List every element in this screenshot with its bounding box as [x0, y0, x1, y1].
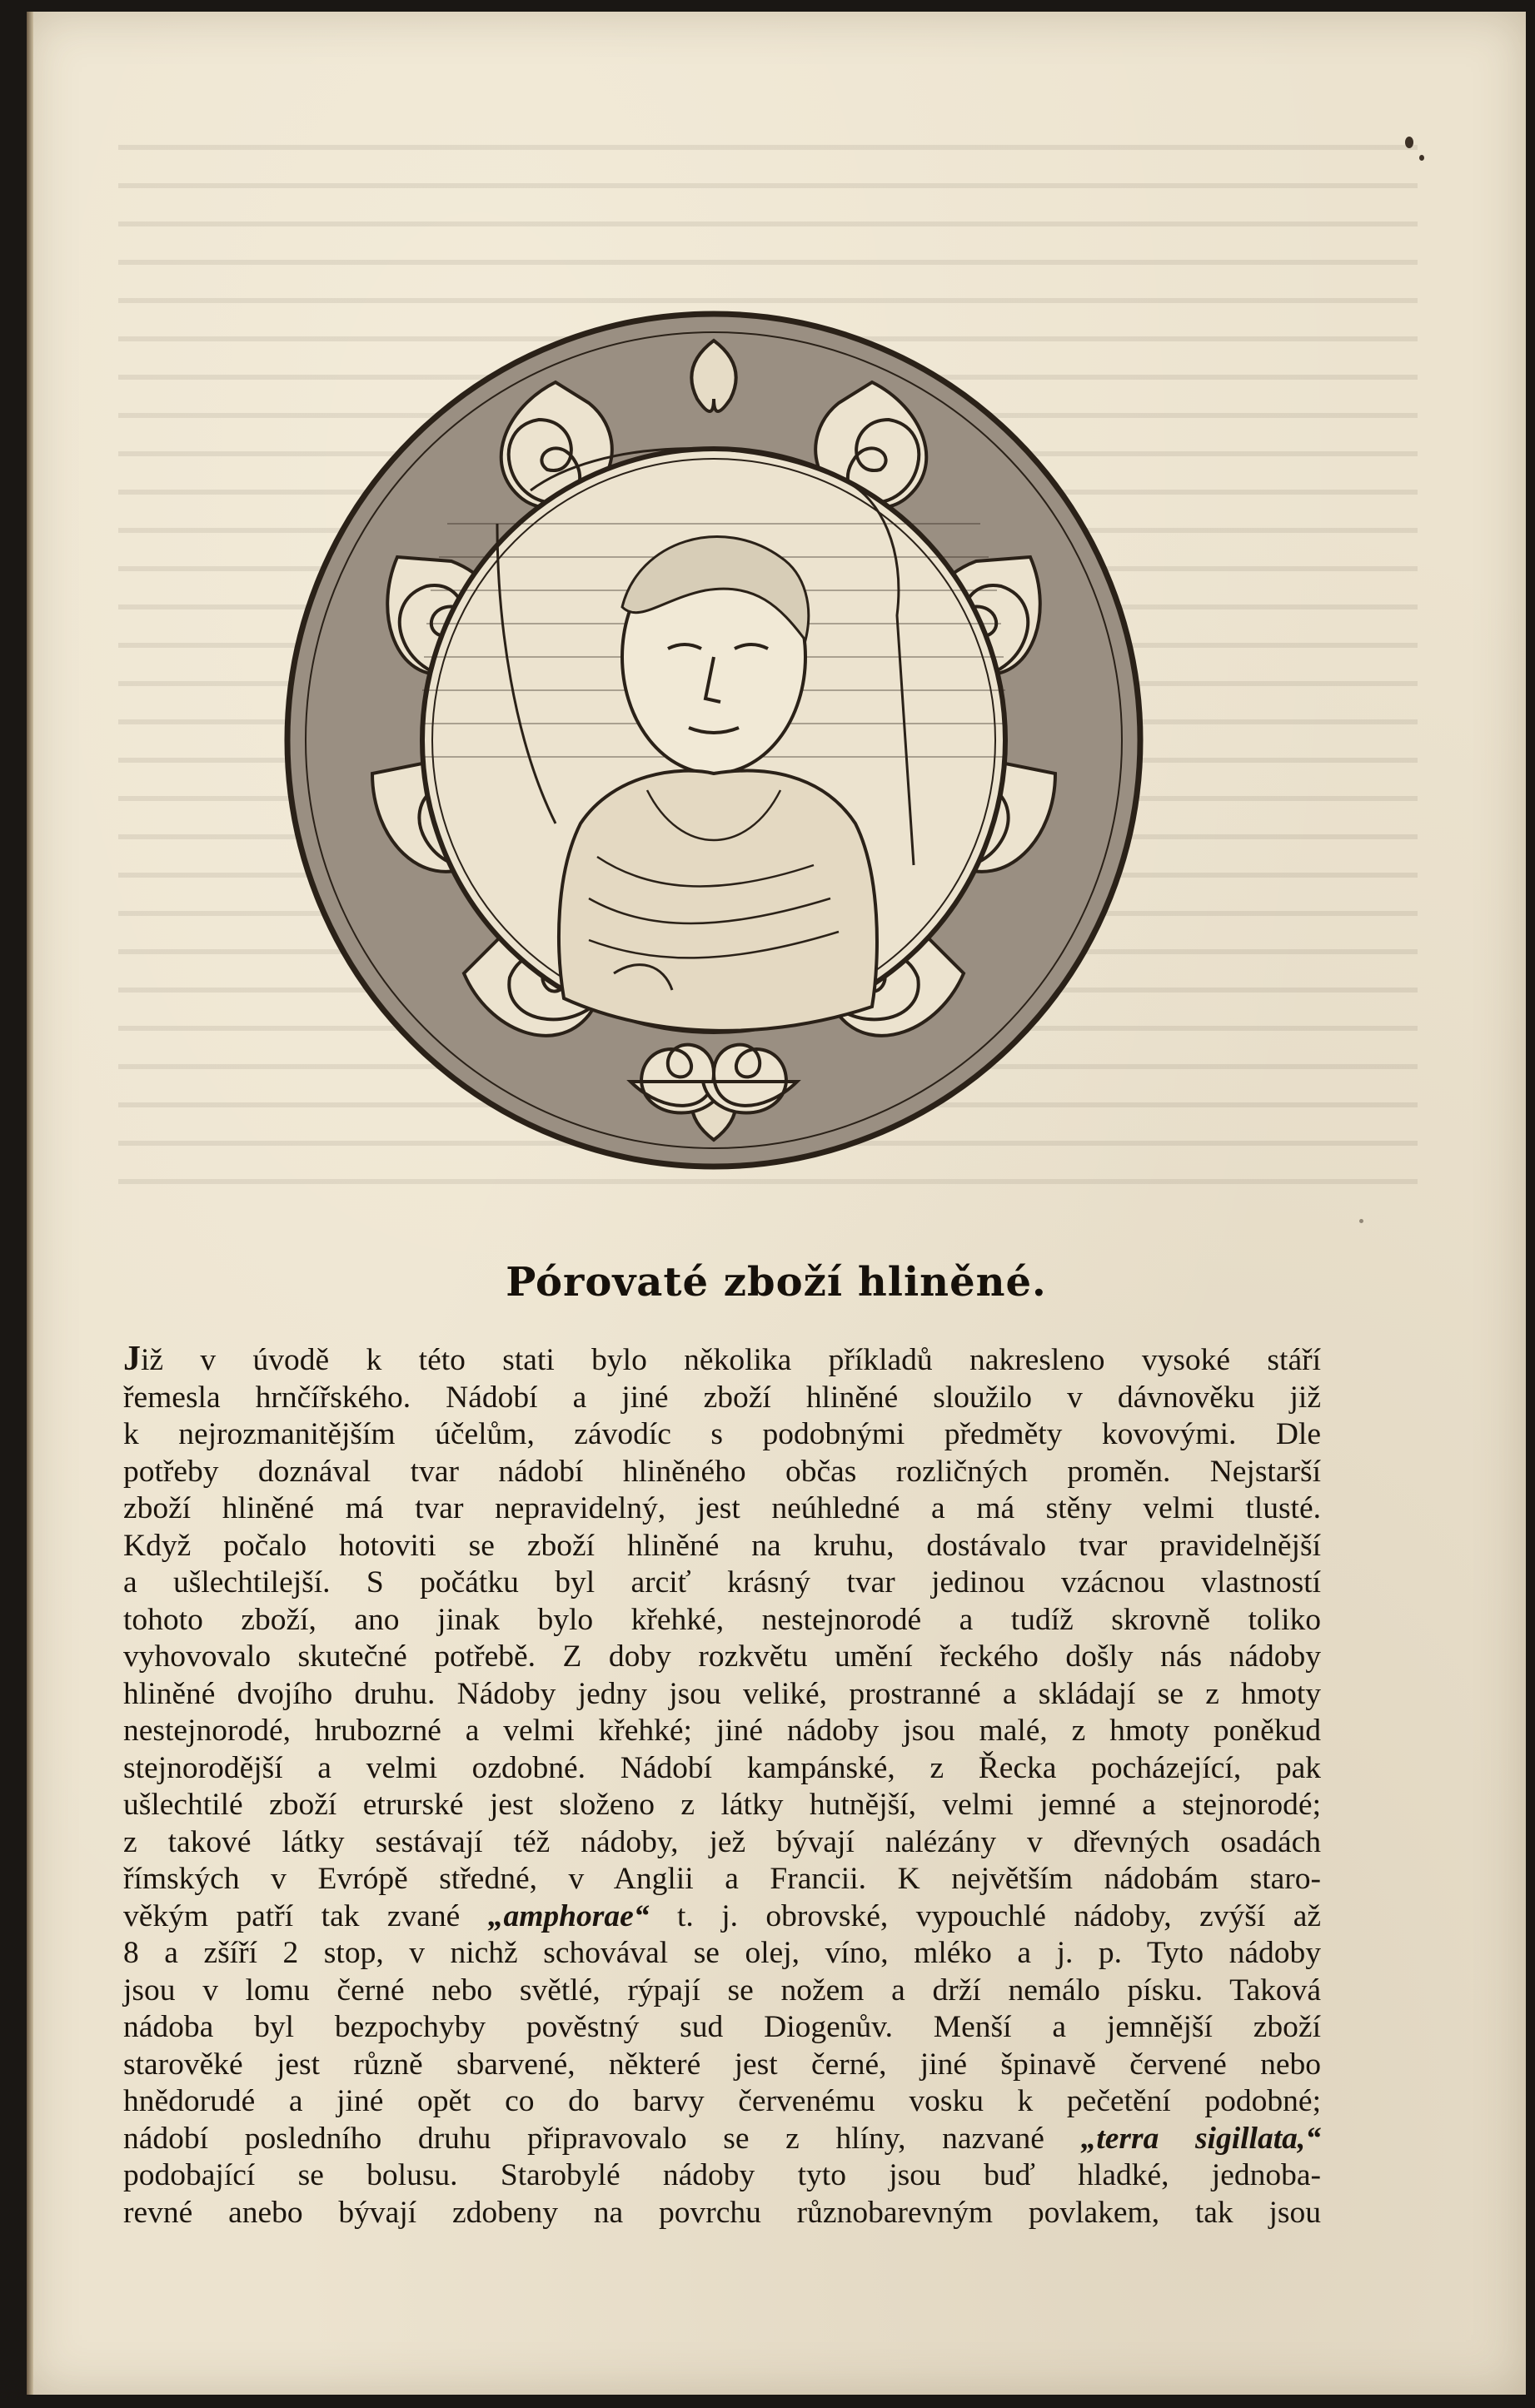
- text-line: ušlechtilé zboží etrurské jest složeno z látky hutnější, velmi jemné a stejnorodé;: [123, 1788, 1321, 1822]
- text-line: zboží hliněné má tvar nepravidelný, jest neúhledné a má stěny velmi tlusté.: [123, 1491, 1321, 1525]
- italic-term: „terra sigillata,“: [1080, 2121, 1322, 2156]
- text-line: hnědorudé a jiné opět co do barvy červenému vosku k pečetění podobné;: [123, 2084, 1321, 2118]
- drop-cap: J: [123, 1340, 141, 1378]
- text-line: revné anebo bývají zdobeny na povrchu různobarevným povlakem, tak jsou: [123, 2195, 1321, 2230]
- text-line: hliněné dvojího druhu. Nádoby jedny jsou veliké, prostranné a skládají se z hmoty: [123, 1676, 1321, 1711]
- text-line: Když počalo hotoviti se zboží hliněné na kruhu, dostávalo tvar pravidelnější: [123, 1528, 1321, 1563]
- text-line: podobající se bolusu. Starobylé nádoby tyto jsou buď hladké, jednoba-: [123, 2158, 1321, 2192]
- text-line: z takové látky sestávají též nádoby, jež bývají nalézány v dřevných osadách: [123, 1824, 1321, 1859]
- ink-speck: [1419, 155, 1424, 161]
- ink-speck: [1359, 1219, 1363, 1223]
- text-line: tohoto zboží, ano jinak bylo křehké, nestejnorodé a tudíž skrovně toliko: [123, 1602, 1321, 1637]
- text-line: vyhovovalo skutečné potřebě. Z doby rozkvětu umění řeckého došly nás nádoby: [123, 1639, 1321, 1674]
- text-line: stejnorodější a velmi ozdobné. Nádobí kampánské, z Řecka pocházející, pak: [123, 1750, 1321, 1785]
- page-binding-edge: [27, 12, 33, 2395]
- italic-term: „amphorae“: [487, 1898, 650, 1933]
- book-page: [27, 12, 1526, 2395]
- text-line: věkým patří tak zvané „amphorae“ t. j. obrovské, vypouchlé nádoby, zvýší až: [123, 1898, 1321, 1933]
- text-line: a ušlechtilejší. S počátku byl arciť krásný tvar jedinou vzácnou vlastností: [123, 1565, 1321, 1600]
- text-line: 8 a zšíří 2 stop, v nichž schovával se olej, víno, mléko a j. p. Tyto nádoby: [123, 1936, 1321, 1970]
- text-line: jsou v lomu černé nebo světlé, rýpají se nožem a drží nemálo písku. Taková: [123, 1973, 1321, 2007]
- text-line: nestejnorodé, hrubozrné a velmi křehké; jiné nádoby jsou malé, z hmoty poněkud: [123, 1714, 1321, 1748]
- text-line: potřeby doznával tvar nádobí hliněného občas rozličných proměn. Nejstarší: [123, 1454, 1321, 1489]
- text-line: k nejrozmanitějším účelům, závodíc s podobnými předměty kovovými. Dle: [123, 1417, 1321, 1451]
- ink-speck: [1405, 137, 1413, 148]
- plate-illustration: [281, 307, 1147, 1173]
- page-heading: Pórovaté zboží hliněné.: [506, 1259, 1047, 1306]
- text-line: nádoba byl bezpochyby pověstný sud Diogenův. Menší a jemnější zboží: [123, 2010, 1321, 2044]
- ornamental-plate-portrait-icon: [281, 307, 1147, 1173]
- text-line: Již v úvodě k této stati bylo několika příkladů nakresleno vysoké stáří: [123, 1340, 1321, 1378]
- text-line: starověké jest různě sbarvené, některé jest černé, jiné špinavě červené nebo: [123, 2047, 1321, 2082]
- text-line: římských v Evrópě středné, v Anglii a Francii. K největším nádobám staro-: [123, 1862, 1321, 1896]
- text-line: řemesla hrnčířského. Nádobí a jiné zboží hliněné sloužilo v dávnověku již: [123, 1380, 1321, 1415]
- text-line: nádobí posledního druhu připravovalo se z hlíny, nazvané „terra sigillata,“: [123, 2121, 1322, 2156]
- body-paragraph: [123, 1341, 1321, 2231]
